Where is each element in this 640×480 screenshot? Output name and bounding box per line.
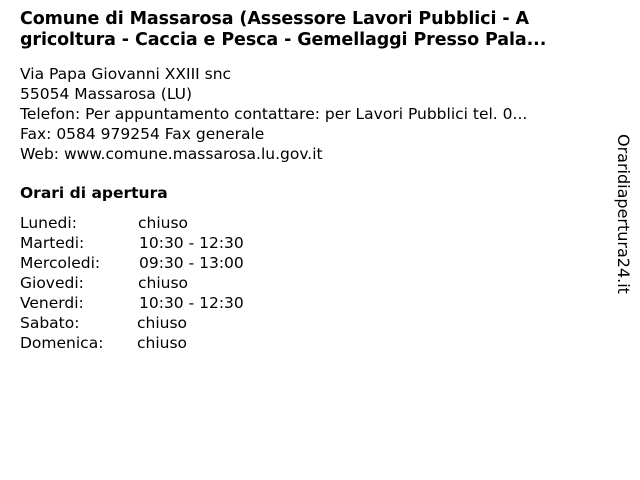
day-hours: chiuso (138, 214, 189, 232)
site-watermark (613, 134, 633, 310)
watermark-text: Oraridiapertura24.it (614, 134, 633, 294)
day-label: Lunedi: (20, 214, 77, 232)
day-hours: chiuso (137, 334, 188, 352)
day-label: Sabato: (20, 314, 80, 332)
telefon-line: Telefon: Per appuntamento contattare: per Lavori Pubblici tel. 0... (20, 105, 528, 123)
day-hours: 09:30 - 13:00 (139, 254, 244, 272)
page-title (20, 9, 620, 51)
opening-hours-heading: Orari di apertura (20, 184, 168, 202)
day-hours: 10:30 - 12:30 (139, 294, 244, 312)
day-label: Mercoledi: (20, 254, 101, 272)
day-label: Giovedi: (20, 274, 84, 292)
day-hours: chiuso (137, 314, 188, 332)
day-label: Venerdi: (20, 294, 84, 312)
fax-line: Fax: 0584 979254 Fax generale (20, 125, 265, 143)
contact-block (20, 64, 610, 164)
day-label: Domenica: (20, 334, 104, 352)
day-hours: 10:30 - 12:30 (139, 234, 244, 252)
title-line-1: Comune di Massarosa (Assessore Lavori Pubblici - A (20, 9, 529, 29)
street-address: Via Papa Giovanni XXIII snc (20, 65, 232, 83)
day-hours: chiuso (138, 274, 189, 292)
web-line[interactable]: Web: www.comune.massarosa.lu.gov.it (20, 145, 323, 163)
day-label: Martedi: (20, 234, 85, 252)
title-line-2: gricoltura - Caccia e Pesca - Gemellaggi Presso Pala... (20, 30, 547, 50)
city-address: 55054 Massarosa (LU) (20, 85, 193, 103)
